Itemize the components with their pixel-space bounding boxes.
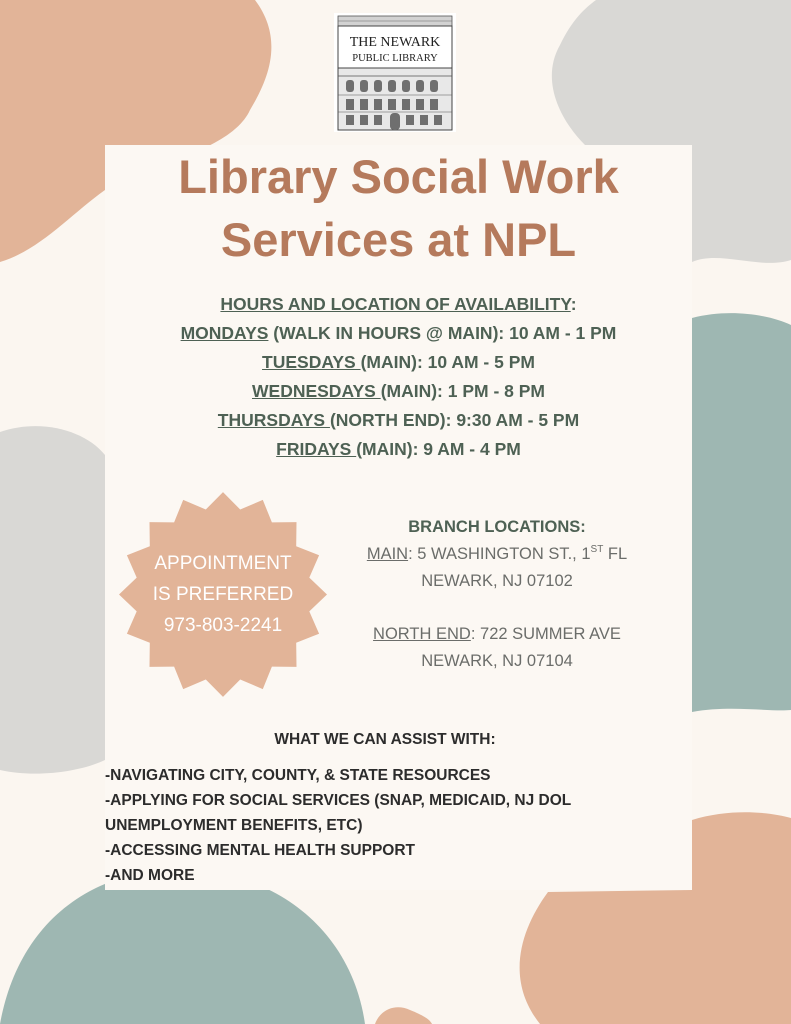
branch-heading: BRANCH LOCATIONS: <box>408 518 586 536</box>
teal-blob-bottom-left <box>0 869 365 1024</box>
hours-heading-text: HOURS AND LOCATION OF AVAILABILITY <box>220 294 571 314</box>
branch-main-city: NEWARK, NJ 07102 <box>421 572 573 590</box>
appointment-badge-text <box>114 548 332 641</box>
title-line1: Library Social Work <box>178 150 619 203</box>
assist-item: -NAVIGATING CITY, COUNTY, & STATE RESOURCES <box>105 767 491 784</box>
hours-day: WEDNESDAYS <box>252 381 381 401</box>
hours-day: THURSDAYS <box>217 410 330 430</box>
hours-heading-suffix: : <box>570 294 577 314</box>
hours-row-tuesday <box>105 348 692 377</box>
branch-north-street: : 722 SUMMER AVE <box>470 625 621 643</box>
branch-north-city: NEWARK, NJ 07104 <box>421 652 573 670</box>
badge-phone: 973-803-2241 <box>163 615 283 636</box>
badge-line1: APPOINTMENT <box>154 553 292 574</box>
hours-detail: (MAIN): 1 PM - 8 PM <box>380 381 545 401</box>
logo-line2: PUBLIC LIBRARY <box>352 53 438 64</box>
hours-day: FRIDAYS <box>276 439 357 459</box>
page-title <box>105 145 692 271</box>
hours-section <box>105 290 692 464</box>
assist-list <box>105 763 685 888</box>
assist-item: UNEMPLOYMENT BENEFITS, ETC) <box>105 817 363 834</box>
branch-main-street: : 5 WASHINGTON ST., 1 <box>408 545 591 563</box>
library-building-icon <box>334 13 456 132</box>
title-line2: Services at NPL <box>220 213 577 266</box>
branch-locations <box>338 514 656 675</box>
hours-row-thursday <box>105 406 692 435</box>
branch-north-name: NORTH END <box>373 625 471 643</box>
hours-row-monday <box>105 319 692 348</box>
peach-blob-bottom-edge <box>375 1007 432 1024</box>
hours-heading <box>105 290 692 319</box>
branch-north-address <box>338 621 656 648</box>
assist-heading: WHAT WE CAN ASSIST WITH: <box>274 731 496 748</box>
hours-detail: (WALK IN HOURS @ MAIN): 10 AM - 1 PM <box>268 323 617 343</box>
hours-detail: (MAIN): 9 AM - 4 PM <box>356 439 521 459</box>
hours-detail: (MAIN): 10 AM - 5 PM <box>360 352 535 372</box>
hours-row-wednesday <box>105 377 692 406</box>
grey-blob-left <box>0 426 105 774</box>
hours-day: MONDAYS <box>180 323 269 343</box>
hours-day: TUESDAYS <box>262 352 361 372</box>
teal-blob-right <box>692 313 791 712</box>
hours-row-friday <box>105 435 692 464</box>
hours-detail: (NORTH END): 9:30 AM - 5 PM <box>329 410 580 430</box>
branch-main-name: MAIN <box>366 545 409 563</box>
assist-item: -AND MORE <box>105 867 195 884</box>
logo-line1: THE NEWARK <box>349 35 441 50</box>
library-logo <box>334 13 456 132</box>
branch-main-floor: FL <box>603 545 628 563</box>
branch-main-sup: ST <box>590 544 604 555</box>
badge-line2: IS PREFERRED <box>152 584 294 605</box>
assist-item: -ACCESSING MENTAL HEALTH SUPPORT <box>105 842 416 859</box>
branch-main-address <box>338 541 656 568</box>
assist-item: -APPLYING FOR SOCIAL SERVICES (SNAP, MEDICAID, NJ DOL <box>105 792 572 809</box>
